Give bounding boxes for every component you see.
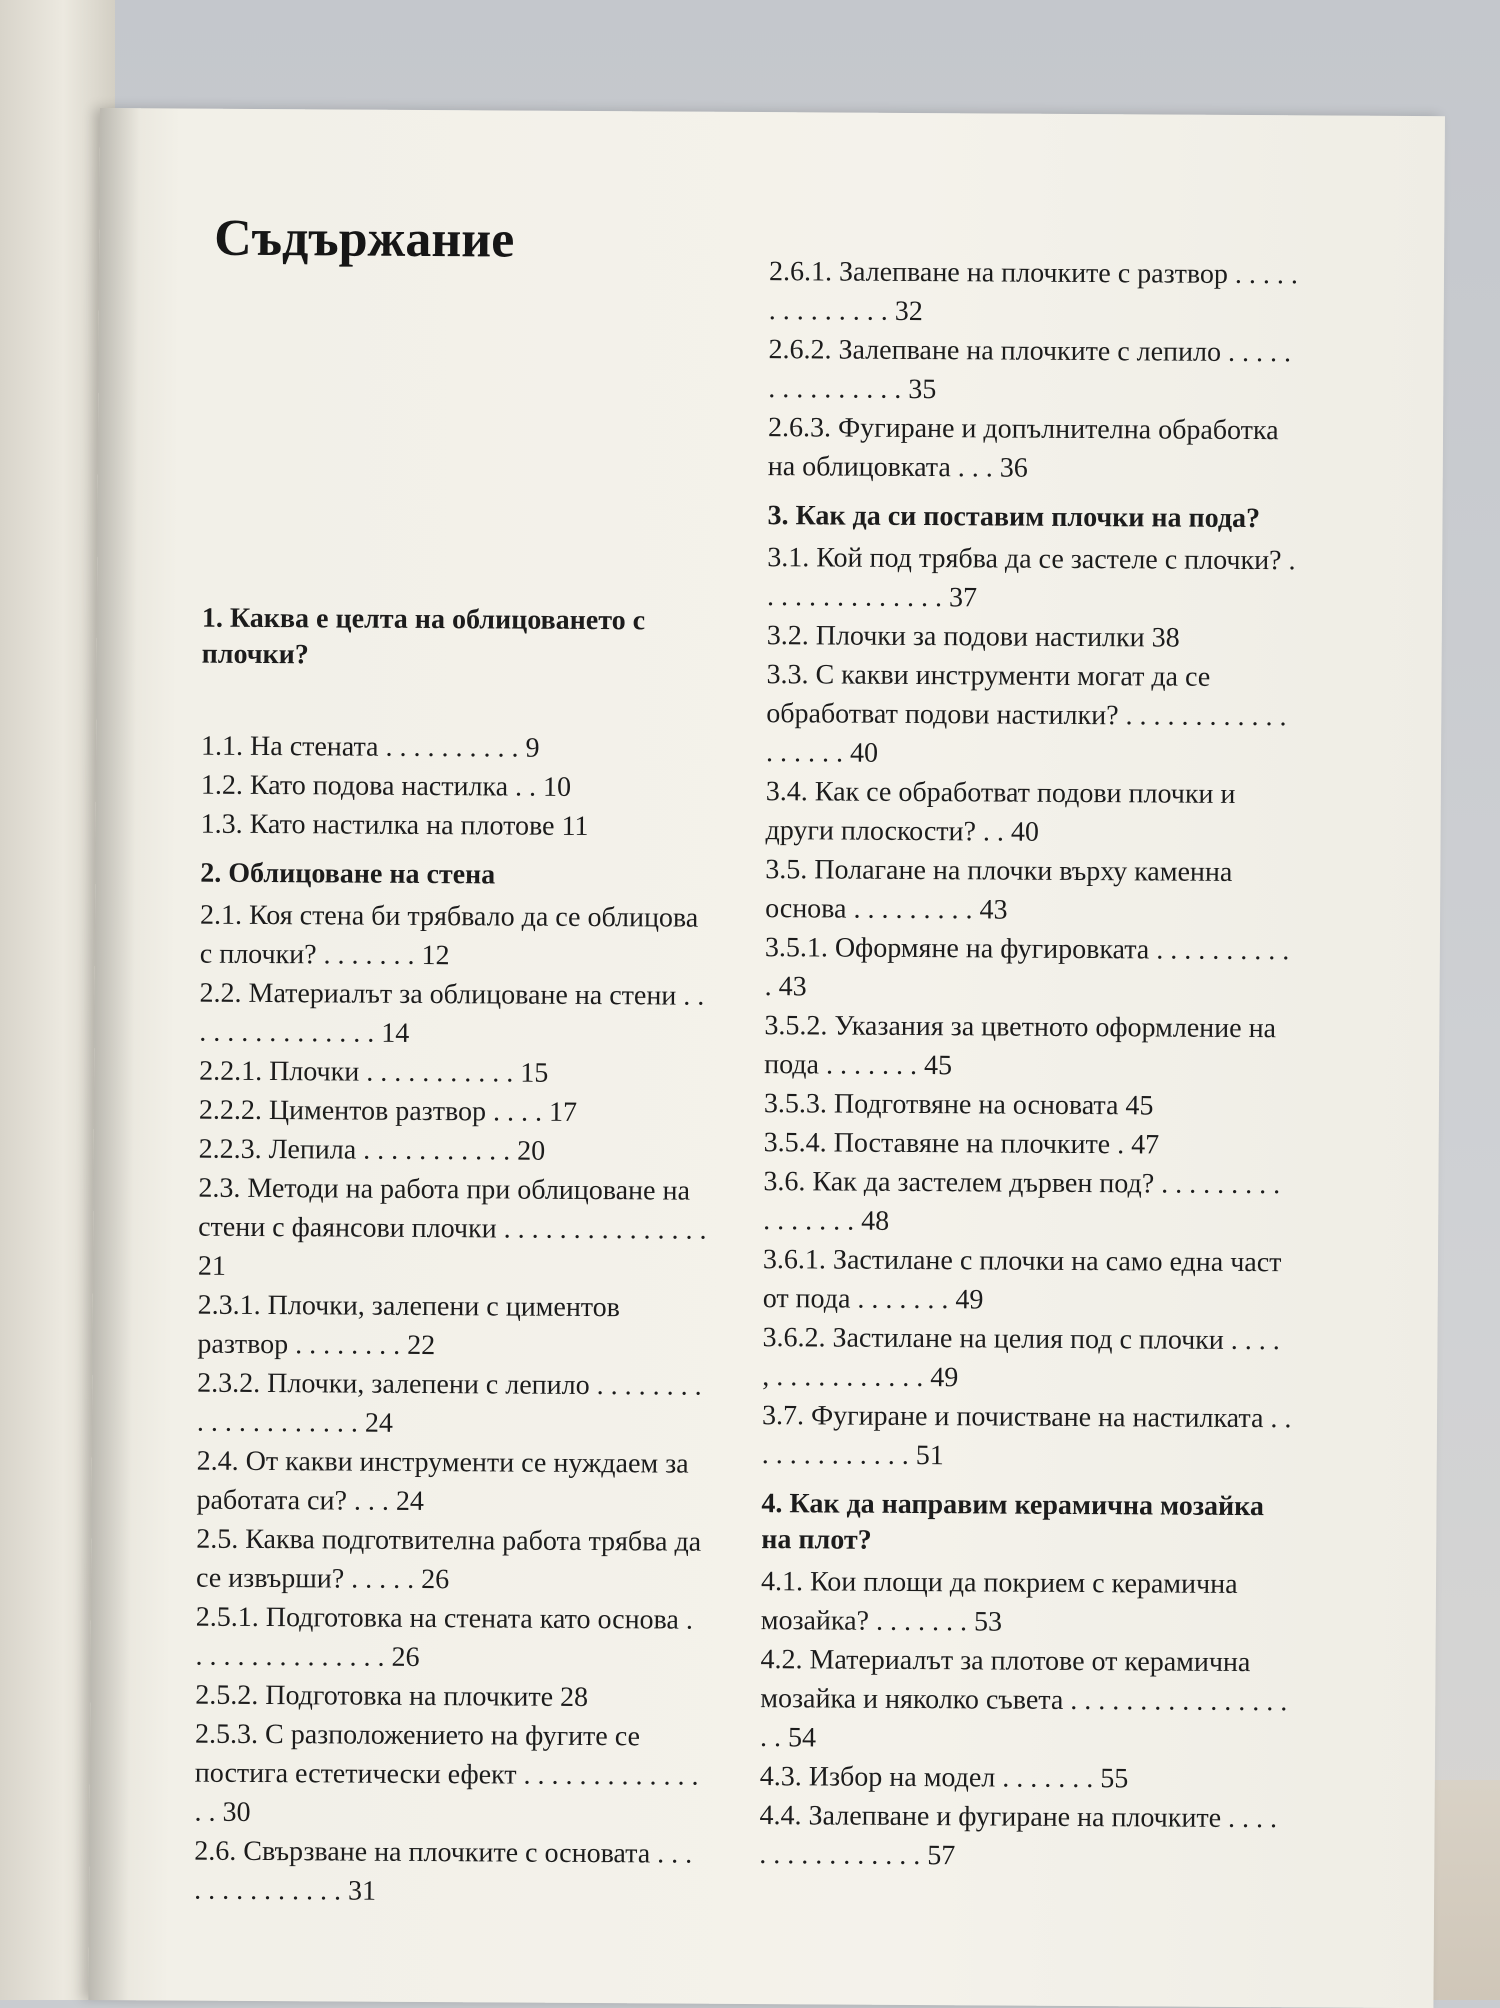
toc-entry: 2.2. Материалът за облицоване на стени . . . . . . . . . . . . . . . 14	[199, 977, 705, 1049]
toc-entry: 2.1. Коя стена би трябвало да се облицова с плочки? . . . . . . . 12	[199, 899, 699, 972]
toc-entry: 4.4. Залепване и фугиране на плочките . . . . . . . . . . . . . . . . 57	[759, 1800, 1278, 1872]
toc-entry: 2.2.1. Плочки . . . . . . . . . . . 15	[199, 1055, 549, 1089]
toc-entry: 2.6.1. Залепване на плочките с разтвор . . . . . . . . . . . . . . 32	[768, 256, 1299, 328]
toc-entry: 3.3. С какви инструменти могат да се обработват подови настилки? . . . . . . . . . . . . . . . . . . 40	[765, 659, 1287, 769]
toc-entry: 2.4. От какви инструменти се нуждаем за работата си? . . . 24	[196, 1445, 689, 1518]
toc-left-column	[194, 589, 712, 1913]
book-page	[88, 108, 1445, 2008]
toc-section-heading: 1. Каква е целта на облицоването с плочки?	[201, 602, 646, 671]
toc-entry: 3.6.1. Застилане с плочки на само една част от пода . . . . . . . 49	[762, 1244, 1282, 1316]
toc-entry: 3.5.2. Указания за цветното оформление на пода . . . . . . . 45	[764, 1010, 1277, 1082]
toc-entry: 1.1. На стената . . . . . . . . . . 9	[201, 730, 540, 764]
toc-section-heading: 4. Как да направим керамична мозайка на плот?	[761, 1488, 1264, 1556]
toc-right-column	[759, 252, 1299, 1877]
toc-entry: 4.2. Материалът за плотове от керамична мозайка и няколко съвета . . . . . . . . . . . . . . . . . . 54	[759, 1644, 1288, 1754]
toc-section-heading: 2. Облицоване на стена	[200, 857, 496, 891]
toc-entry: 3.6.2. Застилане на целия под с плочки . . . . , . . . . . . . . . . . 49	[762, 1322, 1280, 1394]
toc-entry: 4.1. Кои площи да покрием с керамична мозайка? . . . . . . . 53	[760, 1566, 1238, 1638]
toc-entry: 3.5. Полагане на плочки върху каменна основа . . . . . . . . . 43	[765, 854, 1233, 926]
toc-entry: 1.2. Като подова настилка . . 10	[200, 769, 572, 803]
toc-entry: 2.5. Каква подготвителна работа трябва да се извърши? . . . . . 26	[195, 1523, 702, 1596]
toc-entry: 2.3.1. Плочки, залепени с циментов разтвор . . . . . . . . 22	[197, 1289, 621, 1362]
toc-entry: 2.6. Свързване на плочките с основата . . . . . . . . . . . . . . 31	[194, 1835, 693, 1907]
toc-entry: 2.3.2. Плочки, залепени с лепило . . . . . . . . . . . . . . . . . . . . 24	[196, 1367, 702, 1439]
toc-entry: 3.5.4. Поставяне на плочките . 47	[763, 1127, 1160, 1161]
toc-entry: 2.3. Методи на работа при облицоване на стени с фаянсови плочки . . . . . . . . . . . . . . . 21	[197, 1172, 707, 1282]
toc-section-heading: 3. Как да си поставим плочки на пода?	[767, 500, 1261, 535]
toc-entry: 3.2. Плочки за подови настилки 38	[766, 620, 1180, 654]
toc-entry: 2.5.1. Подготовка на стената като основа . . . . . . . . . . . . . . . 26	[195, 1601, 693, 1673]
toc-entry: 2.5.3. С разположението на фугите се постига естетически ефект . . . . . . . . . . . . . . . 30	[194, 1718, 699, 1828]
toc-entry: 2.6.2. Залепване на плочките с лепило . . . . . . . . . . . . . . . 35	[768, 334, 1292, 406]
toc-entry: 3.7. Фугиране и почистване на настилката . . . . . . . . . . . . . 51	[761, 1400, 1292, 1472]
toc-entry: 2.5.2. Подготовка на плочките 28	[195, 1679, 589, 1714]
toc-entry: 2.2.2. Циментов разтвор . . . . 17	[198, 1094, 578, 1128]
toc-entry: 3.5.1. Оформяне на фугировката . . . . . . . . . . . 43	[764, 932, 1290, 1003]
toc-entry: 4.3. Избор на модел . . . . . . . 55	[759, 1761, 1129, 1795]
toc-entry: 3.5.3. Подготвяне на основата 45	[763, 1088, 1154, 1122]
toc-entry: 3.1. Кой под трябва да се застеле с плочки? . . . . . . . . . . . . . . 37	[766, 542, 1296, 614]
toc-spacer	[201, 677, 711, 730]
toc-entry: 1.3. Като настилка на плотове 11	[200, 808, 589, 842]
toc-entry: 2.2.3. Лепила . . . . . . . . . . . 20	[198, 1133, 546, 1167]
page-title: Съдържание	[214, 209, 515, 269]
toc-entry: 2.6.3. Фугиране и допълнителна обработка на облицовката . . . 36	[767, 412, 1279, 484]
toc-entry: 3.6. Как да застелем дървен под? . . . . . . . . . . . . . . . . 48	[763, 1166, 1281, 1237]
toc-entry: 3.4. Как се обработват подови плочки и други плоскости? . . 40	[765, 776, 1236, 848]
